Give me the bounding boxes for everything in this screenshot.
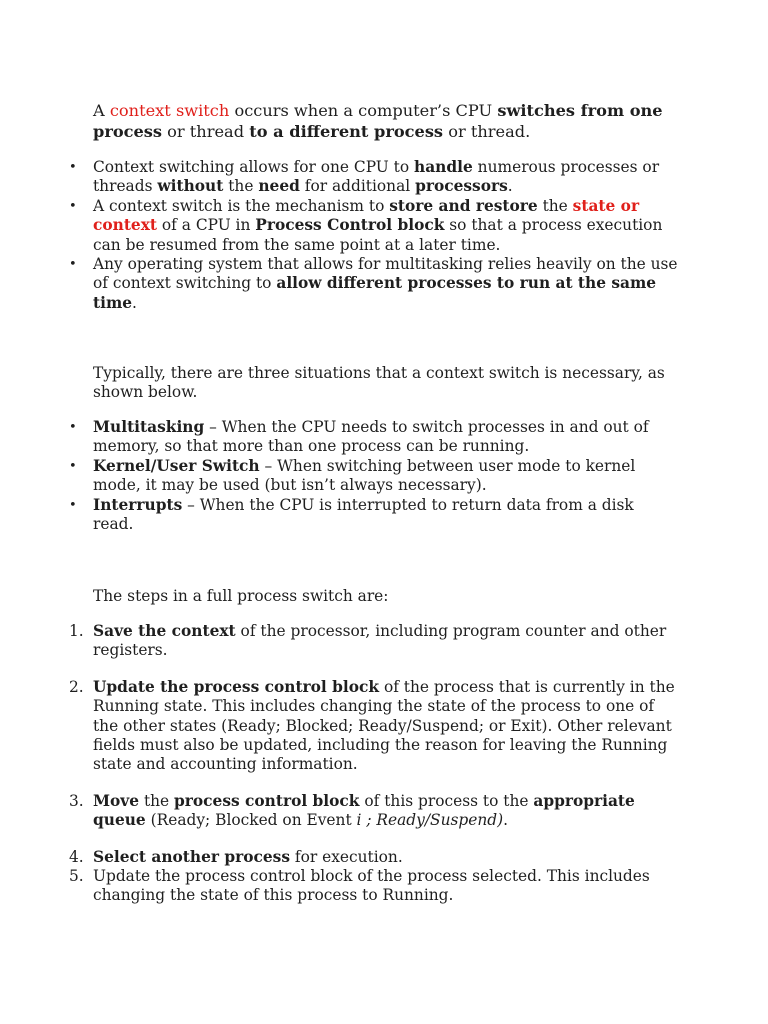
list-item bbox=[69, 196, 678, 255]
list-emphasis: allow different processes to run at the same time bbox=[93, 274, 657, 312]
step-number: 4. bbox=[69, 847, 84, 866]
list-emphasis: without bbox=[157, 177, 224, 196]
context-switch-facts-list bbox=[69, 158, 678, 313]
step-italic: i ; Ready/Suspend) bbox=[356, 811, 504, 830]
list-emphasis: processors bbox=[415, 177, 508, 196]
state-or-context-term: state or context bbox=[93, 196, 640, 235]
situation-desc: – When the CPU is interrupted to return data from a disk read. bbox=[93, 495, 634, 534]
list-item bbox=[69, 158, 678, 197]
list-item bbox=[69, 847, 678, 867]
list-item bbox=[69, 867, 678, 906]
step-text: for execution. bbox=[290, 847, 403, 866]
situation-term: Kernel/User Switch bbox=[93, 456, 260, 475]
process-switch-steps-list bbox=[69, 622, 678, 906]
intro-text: or thread. bbox=[443, 121, 531, 141]
list-emphasis: handle bbox=[414, 158, 473, 176]
bullet-icon: • bbox=[69, 497, 77, 513]
step-number: 2. bbox=[69, 677, 84, 696]
bullet-icon: • bbox=[69, 420, 77, 435]
intro-paragraph bbox=[93, 101, 678, 142]
list-item bbox=[69, 418, 678, 457]
list-item bbox=[69, 456, 678, 496]
situation-desc: – When switching between user mode to kernel mode, it may be used (but isn’t always necessary). bbox=[93, 456, 636, 495]
intro-text: occurs when a computer’s CPU bbox=[229, 101, 498, 120]
list-text: the bbox=[223, 177, 259, 196]
list-item bbox=[69, 677, 678, 775]
step-number: 5. bbox=[69, 867, 84, 886]
bullet-icon: • bbox=[69, 160, 77, 175]
bullet-icon: • bbox=[69, 198, 77, 214]
list-emphasis: need bbox=[258, 177, 300, 196]
steps-intro-paragraph: The steps in a full process switch are: bbox=[93, 587, 389, 605]
step-emphasis: Save the context bbox=[93, 622, 236, 640]
list-item bbox=[69, 495, 678, 535]
situations-list bbox=[69, 418, 678, 534]
bullet-icon: • bbox=[69, 458, 77, 474]
list-text: so that a process execution can be resumed from the same point at a later time. bbox=[93, 216, 663, 254]
step-number: 3. bbox=[69, 791, 84, 810]
step-emphasis: appropriate queue bbox=[93, 791, 635, 830]
context-switch-term: context switch bbox=[109, 101, 230, 120]
bullet-icon: • bbox=[69, 257, 77, 273]
intro-text: A bbox=[93, 101, 110, 120]
situation-term: Multitasking bbox=[93, 418, 205, 436]
list-text: of a CPU in bbox=[157, 216, 256, 235]
situations-paragraph: Typically, there are three situations that a context switch is necessary, as shown below. bbox=[93, 364, 665, 402]
step-text: of the processor, including program counter and other registers. bbox=[93, 622, 667, 660]
list-text: . bbox=[132, 293, 137, 312]
step-text: of this process to the bbox=[359, 791, 534, 810]
list-item bbox=[69, 622, 678, 661]
list-text: A context switch is the mechanism to bbox=[93, 196, 390, 215]
list-text: Context switching allows for one CPU to bbox=[93, 158, 415, 176]
step-emphasis: Select another process bbox=[93, 847, 290, 866]
intro-emphasis: switches from one process bbox=[93, 101, 663, 141]
step-text: (Ready; Blocked on Event bbox=[145, 811, 357, 830]
list-emphasis: Process Control block bbox=[255, 216, 445, 235]
step-text: of the process that is currently in the Running state. This includes changing the state of the process to one of the other states (Ready; Blocked; Ready/Suspend; or Exit). Other relevant fields must also be updated, including the reason for leaving the Running state and accounting information. bbox=[93, 677, 675, 774]
situation-term: Interrupts bbox=[93, 495, 183, 514]
intro-emphasis: to a different process bbox=[249, 121, 444, 141]
step-number: 1. bbox=[69, 622, 84, 640]
list-text: Any operating system that allows for multitasking relies heavily on the use of context switching to bbox=[93, 255, 678, 293]
intro-text: or thread bbox=[162, 121, 250, 141]
list-text: for additional bbox=[299, 177, 416, 196]
step-text: the bbox=[139, 791, 175, 810]
step-emphasis: process control block bbox=[174, 791, 360, 810]
list-text: numerous processes or threads bbox=[93, 158, 660, 196]
step-text: . bbox=[503, 811, 509, 830]
list-emphasis: store and restore bbox=[389, 196, 538, 215]
list-text: the bbox=[537, 196, 573, 215]
step-text: Update the process control block of the process selected. This includes changing the state of this process to Running. bbox=[93, 867, 650, 905]
list-text: . bbox=[507, 177, 513, 196]
situation-desc: – When the CPU needs to switch processes in and out of memory, so that more than one process can be running. bbox=[93, 418, 649, 456]
step-emphasis: Update the process control block bbox=[93, 677, 380, 696]
step-emphasis: Move bbox=[93, 791, 140, 810]
list-item bbox=[69, 791, 678, 831]
list-item bbox=[69, 255, 678, 313]
